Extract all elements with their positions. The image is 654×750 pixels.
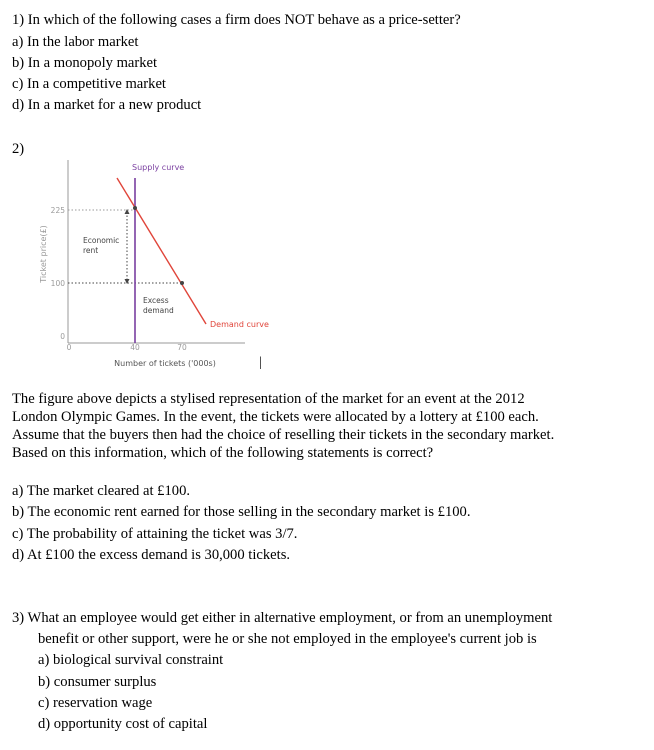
q2-option-a: a) The market cleared at £100.	[12, 483, 191, 499]
excess-demand-label-line1: Excess	[143, 296, 169, 305]
q3-option-c: c) reservation wage	[38, 695, 153, 711]
q2-option-d: d) At £100 the excess demand is 30,000 tickets.	[12, 547, 291, 563]
x-tick-70: 70	[177, 343, 187, 352]
q3-option-a: a) biological survival constraint	[38, 652, 224, 668]
y-axis-label: Ticket price(£)	[39, 225, 48, 283]
q2-option-b: b) The economic rent earned for those selling in the secondary market is £100.	[12, 504, 471, 520]
q1-option-d: d) In a market for a new product	[12, 97, 202, 113]
q2-paragraph-line: The figure above depicts a stylised representation of the market for an event at the 2012	[12, 391, 525, 407]
q3-option-b: b) consumer surplus	[38, 674, 157, 690]
economic-rent-label-line2: rent	[83, 246, 99, 255]
q2-paragraph-line: Assume that the buyers then had the choice of reselling their tickets in the secondary market.	[12, 427, 555, 443]
q1-option-a: a) In the labor market	[12, 34, 139, 50]
q1-option-b: b) In a monopoly market	[12, 55, 158, 71]
demand-point-100	[180, 281, 184, 285]
y-tick-225: 225	[50, 206, 65, 215]
q2-paragraph-line: Based on this information, which of the following statements is correct?	[12, 445, 434, 461]
q1-option-c: c) In a competitive market	[12, 76, 166, 92]
economic-rent-label-line1: Economic	[83, 236, 120, 245]
equilibrium-point	[133, 206, 137, 210]
x-tick-40: 40	[130, 343, 140, 352]
q2-paragraph	[12, 390, 632, 462]
x-axis-label: Number of tickets ('000s)	[114, 359, 216, 368]
demand-curve-label: Demand curve	[210, 320, 269, 329]
q3-question-line1: 3) What an employee would get either in alternative employment, or from an unemployment	[12, 610, 553, 626]
q2-paragraph-line: London Olympic Games. In the event, the tickets were allocated by a lottery at £100 each.	[12, 409, 539, 425]
y-tick-100: 100	[50, 279, 65, 288]
excess-demand-label-line2: demand	[143, 306, 174, 315]
q2-option-c: c) The probability of attaining the ticket was 3/7.	[12, 526, 298, 542]
q2-number: 2)	[12, 141, 25, 157]
q3-option-d: d) opportunity cost of capital	[38, 716, 208, 732]
x-tick-0: 0	[66, 343, 72, 352]
q1-question: 1) In which of the following cases a firm does NOT behave as a price-setter?	[12, 12, 461, 28]
text-cursor: |	[259, 355, 262, 370]
q3-question-line2: benefit or other support, were he or she not employed in the employee's current job is	[38, 631, 537, 647]
supply-curve-label: Supply curve	[132, 163, 185, 172]
y-tick-0: 0	[60, 332, 65, 341]
